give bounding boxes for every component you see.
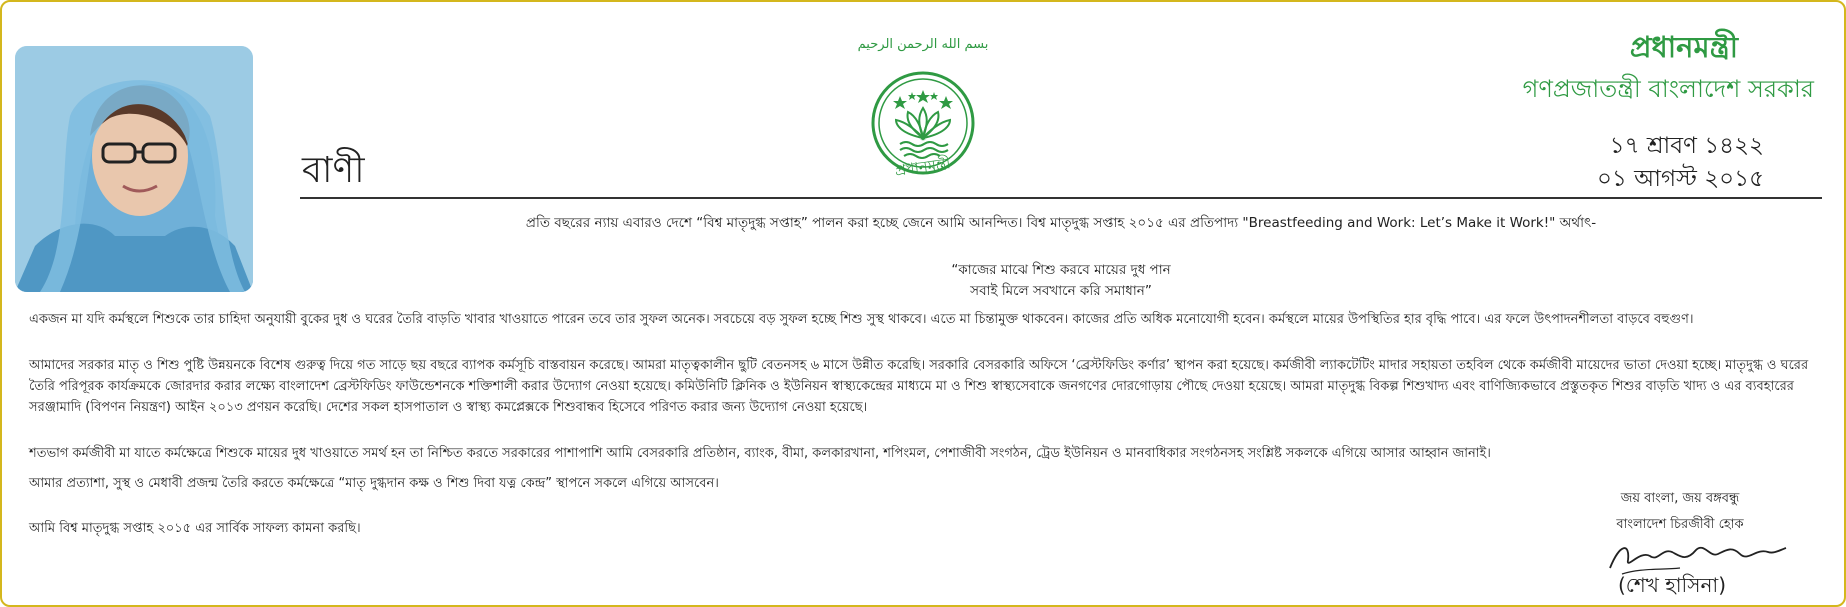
portrait-photo (15, 46, 253, 292)
message-paragraph-2: আমাদের সরকার মাতৃ ও শিশু পুষ্টি উন্নয়নকে বিশেষ গুরুত্ব দিয়ে গত সাড়ে ছয় বছরে ব্যাপক কর্মসূচি বাস্তবায়ন করেছে। আমরা মাতৃত্বকালীন ছুটি বেতনসহ ৬ মাসে উন্নীত করেছি। সরকারি বেসরকারি অফিসে ‘ব্রেস্টফিডিং কর্ণার’ স্থাপন করা হয়েছে। কর্মজীবী ল্যাকটেটিং মাদার সহায়তা তহবিল থেকে কর্মজীবী মায়েদের ভাতা দেওয়া হচ্ছে। মাতৃদুগ্ধ ও ঘরের তৈরি পরিপূরক কার্যক্রমকে জোরদার করার লক্ষ্যে বাংলাদেশ ব্রেস্টফিডিং ফাউন্ডেশনকে শক্তিশালী করার উদ্যোগ নেওয়া হয়েছে। কমিউনিটি ক্লিনিক ও ইউনিয়ন স্বাস্থ্যকেন্দ্রের মাধ্যমে মা ও শিশু স্বাস্থ্যসেবাকে জনগণের দোরগোড়ায় পৌছে দেওয়া হয়েছে। আমরা মাতৃদুগ্ধ বিকল্প শিশুখাদ্য এবং বাণিজ্যিকভাবে প্রস্তুতকৃত শিশুর বাড়তি খাদ্য ও এর ব্যবহারের সরঞ্জামাদি (বিপণন নিয়ন্ত্রণ) আইন ২০১৩ প্রণয়ন করেছি। দেশের সকল হাসপাতাল ও স্বাস্থ্য কমপ্লেক্সকে শিশুবান্ধব হিসেবে পরিণত করার জন্য উদ্যোগ নেওয়া হয়েছে। (29, 358, 1809, 415)
message-paragraph-1: একজন মা যদি কর্মস্থলে শিশুকে তার চাহিদা অনুযায়ী বুকের দুধ ও ঘরের তৈরি বাড়তি খাবার খাওয়াতে পারেন তবে তার সুফল অনেক। সবচেয়ে বড় সুফল হচ্ছে শিশু সুস্থ থাকবে। এতে মা চিন্তামুক্ত থাকবেন। কাজের প্রতি অধিক মনোযোগী হবেন। কর্মস্থলে মায়ের উপস্থিতির হার বৃদ্ধি পাবে। এর ফলে উৎপাদনশীলতা বাড়বে বহুগুণ। (29, 312, 1694, 327)
message-paragraph-4: আমার প্রত্যাশা, সুস্থ ও মেধাবী প্রজন্ম তৈরি করতে কর্মক্ষেত্রে “মাতৃ দুগ্ধদান কক্ষ ও শিশু দিবা যত্ন কেন্দ্র” স্থাপনে সকলে এগিয়ে আসবেন। (29, 476, 719, 491)
slogan-line-1: “কাজের মাঝে শিশু করবে মায়ের দুধ পান (951, 262, 1171, 278)
message-paragraph-3: শতভাগ কর্মজীবী মা যাতে কর্মক্ষেত্রে শিশুকে মায়ের দুধ খাওয়াতে সমর্থ হন তা নিশ্চিত করতে সরকারের পাশাপাশি আমি বেসরকারি প্রতিষ্ঠান, ব্যাংক, বীমা, কলকারখানা, শপিংমল, পেশাজীবী সংগঠন, ট্রেড ইউনিয়ন ও মানবাধিকার সংগঠনসহ সংশ্লিষ্ট সকলকে এগিয়ে আসার আহ্বান জানাই। (29, 446, 1491, 461)
page-title: বাণী (302, 150, 365, 191)
slogan-line-2: সবাই মিলে সবখানে করি সমাধান” (970, 283, 1152, 299)
signatory-name: (শেখ হাসিনা) (1618, 573, 1727, 597)
bismillah-calligraphy: بسم الله الرحمن الرحيم (857, 37, 989, 52)
closing-wish: বাংলাদেশ চিরজীবী হোক (1616, 517, 1744, 532)
government-title: গণপ্রজাতন্ত্রী বাংলাদেশ সরকার (1522, 75, 1814, 103)
date-gregorian: ০১ আগস্ট ২০১৫ (1596, 166, 1764, 192)
closing-slogan: জয় বাংলা, জয় বঙ্গবন্ধু (1620, 491, 1740, 506)
emblem-caption: প্রধানমন্ত্রী (893, 154, 952, 180)
header-divider (300, 197, 1822, 199)
date-bangla: ১৭ শ্রাবণ ১৪২২ (1609, 133, 1764, 159)
government-emblem (848, 28, 998, 186)
office-title: প্রধানমন্ত্রী (1629, 30, 1738, 64)
intro-text: প্রতি বছরের ন্যায় এবারও দেশে “বিশ্ব মাতৃদুগ্ধ সপ্তাহ” পালন করা হচ্ছে জেনে আমি আনন্দিত। বিশ্ব মাতৃদুগ্ধ সপ্তাহ ২০১৫ এর প্রতিপাদ্য "Breastfeeding and Work: Let’s Make it Work!" অর্থাৎ- (525, 215, 1597, 231)
message-paragraph-5: আমি বিশ্ব মাতৃদুগ্ধ সপ্তাহ ২০১৫ এর সার্বিক সাফল্য কামনা করছি। (29, 521, 361, 536)
